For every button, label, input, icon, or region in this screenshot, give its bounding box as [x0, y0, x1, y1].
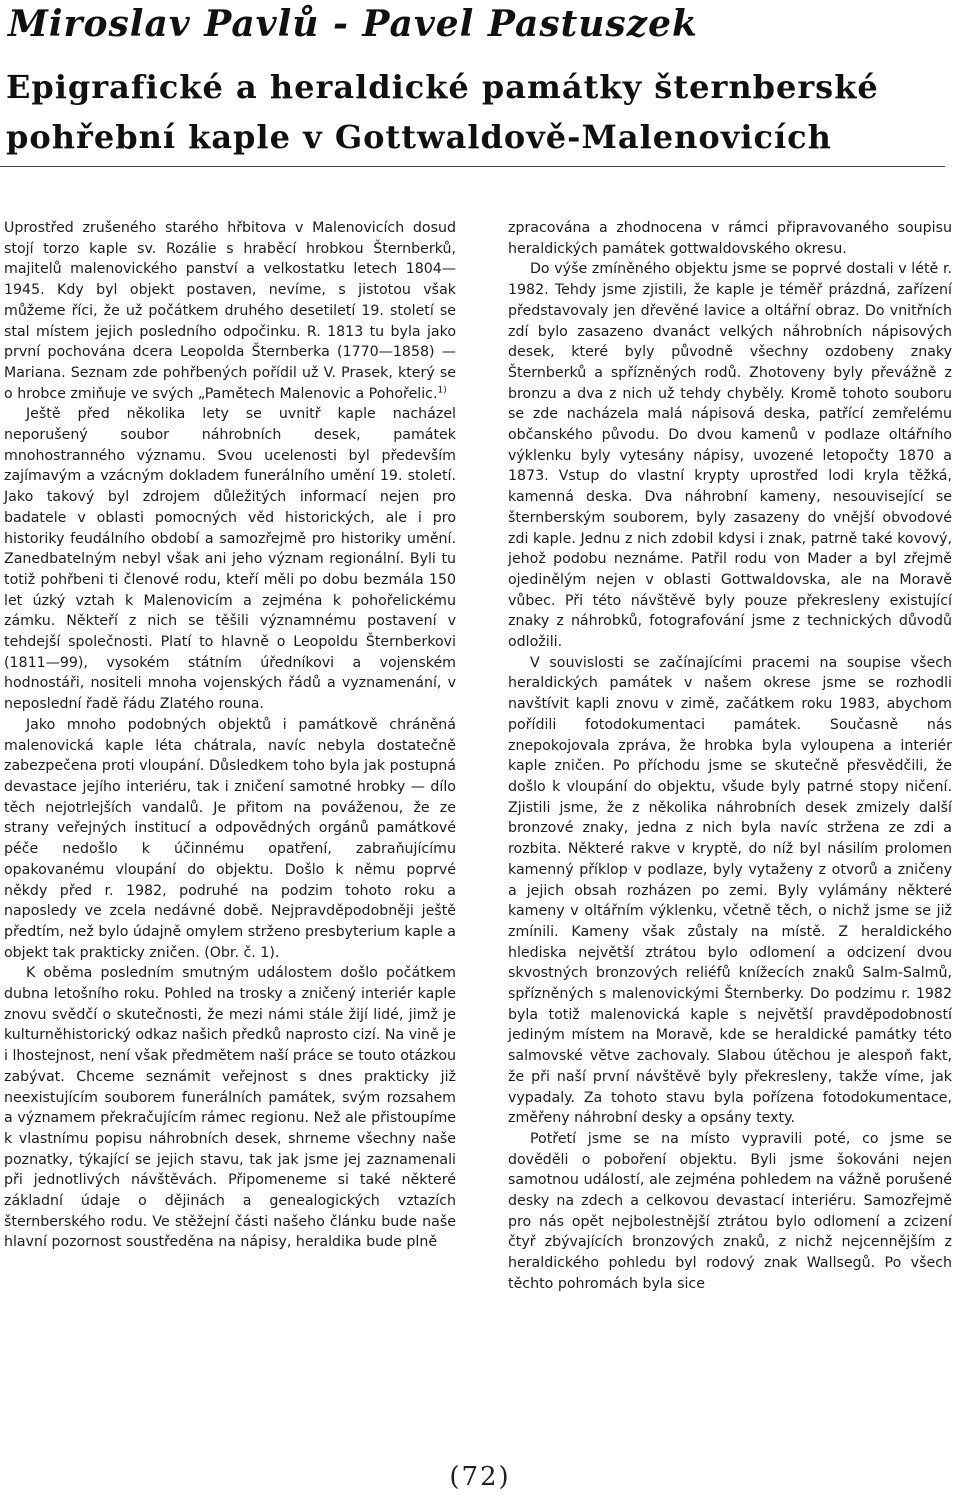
- paragraph-text: Uprostřed zrušeného starého hřbitova v Malenovicích dosud stojí torzo kaple sv. Rozálie s hraběcí hrobkou Šternberků, majitelů malenovického panství a velkostatku letech 1804—1945. Kdy byl objekt postaven, nevíme, s jistotou však můžeme říci, že už počátkem druhého desetiletí 19. století se stal místem jejich posledního odpočinku. R. 1813 tu byla jako první pochována dcera Leopolda Šternberka (1770—1858) — Mariana. Seznam zde pohřbených pořídil už V. Prasek, který se o hrobce zmiňuje ve svých „Pamětech Malenovic a Pohořelic.: [4, 220, 456, 402]
- authors-heading: Miroslav Pavlů - Pavel Pastuszek: [8, 3, 698, 45]
- article-title-line-2: pohřební kaple v Gottwaldově-Malenovicích: [6, 118, 832, 156]
- paragraph: Ještě před několika lety se uvnitř kaple nacházel neporušený soubor náhrobních desek, památek mnohostranného významu. Svou ucelenosti byl především zajímavým a vzácným dokladem funerálního umění 19. století. Jako takový byl zdrojem důležitých informací nejen pro badatele v oblasti pomocných věd historických, ale i pro historiky feudálního období a samozřejmě pro historiky umění. Zanedbatelným nebyl však ani jeho význam regionální. Byli tu totiž pohřbeni ti členové rodu, kteří měli po dobu bezmála 150 let úzký vztah k Malenovicím a zejména k pohořelickému zámku. Někteří z nich se těšili významnému postavení v tehdejší společnosti. Platí to hlavně o Leopoldu Šternberkovi (1811—99), vysokém státním úředníkovi a vojenském hodnostáři, nositeli mnoha vojenských řádů a vyznamenání, v neposlední řadě řádu Zlatého rouna.: [4, 406, 456, 713]
- paragraph: [4, 218, 456, 404]
- paragraph: V souvislosti se začínajícími pracemi na soupise všech heraldických památek v našem okrese jsme se rozhodli navštívit kapli znovu v zimě, začátkem roku 1983, abychom pořídili fotodokumentaci památek. Současně nás znepokojovala zpráva, že hrobka byla vyloupena a interiér kaple zničen. Po příchodu jsme se skutečně přesvědčili, že došlo k vloupání do objektu, všude byly patrné stopy ničení. Zjistili jsme, že z několika náhrobních desek zmizely další bronzové znaky, jedna z nich byla navíc stržena ze zdi a rozbita. Některé rakve v kryptě, do níž byl násilím prolomen kamenný příklop v podlaze, byly vytaženy z otvorů a zničeny a jejich obsah rozházen po zemi. Byly vylámány některé kameny v oltářním výklenku, včetně těch, o nichž jsme se již zmínili. Kameny však zůstaly na místě. Z heraldického hlediska největší ztrátou bylo odlomení a odcizení dvou skvostných bronzových reliéfů knížecích znaků Salm-Salmů, spřízněných s malenovickými Šternberky. Do podzimu r. 1982 byla totiž malenovická kaple s největší pravděpodobností jediným místem na Moravě, kde se heraldické památky této salmovské větve zachovaly. Slabou útěchou je alespoň fakt, že při naší první návštěvě byly překresleny, takže víme, jak vypadaly. Za tohoto stavu byla pořízena fotodokumentace, změřeny náhrobní desky a opsány texty.: [508, 654, 952, 1127]
- paragraph: Jako mnoho podobných objektů i památkově chráněná malenovická kaple léta chátrala, navíc nebyla dostatečně zabezpečena proti vloupání. Důsledkem toho byla jak postupná devastace jejího interiéru, tak i zničení samotné hrobky — dílo těch nejotrlejších vandalů. Je přitom na pováženou, že ze strany veřejných institucí a odpovědných orgánů památkové péče nedošlo k účinnému opatření, zabraňujícímu opakovanému vloupání do objektu. Došlo k němu poprvé někdy před r. 1982, podruhé na podzim tohoto roku a naposledy ve zcela nedávné době. Nejpravděpodobněji ještě předtím, než bylo údajně omylem strženo presbyterium kaple a objekt tak prakticky zničen. (Obr. č. 1).: [4, 716, 456, 961]
- article-title-line-1: Epigrafické a heraldické památky šternberské: [6, 68, 879, 106]
- paragraph: Do výše zmíněného objektu jsme se poprvé dostali v létě r. 1982. Tehdy jsme zjistili, že kaple je téměř prázdná, zařízení představovaly jen dřevěné lavice a oltářní obraz. Do vnitřních zdí bylo zasazeno dvanáct velkých náhrobních nápisových desek, které byly původně všechny ozdobeny znaky Šternberků a spřízněných rodů. Zhotoveny byly převážně z bronzu a dva z nich už tehdy chyběly. Kromě tohoto souboru se zde nacházela malá nápisová deska, patřící zemřelému občanského původu. Do dvou kamenů v podlaze oltářního výklenku byly vytesány nápisy, uvozené letopočty 1870 a 1873. Vstup do vlastní krypty uprostřed lodi kryla těžká, kamenná deska. Dva náhrobní kameny, nesouvisející se šternberským souborem, byly zasazeny do vnější obvodové zdi kaple. Jednu z nich zdobil kdysi i znak, patrně také kovový, jehož podobu neznáme. Patřil rodu von Mader a byl zřejmě ojedinělým nejen v oblasti Gottwaldovska, ale na Moravě vůbec. Při této návštěvě byly pouze překresleny existující znaky z náhrobků, fotografování jsme z technických důvodů odložili.: [508, 261, 952, 651]
- paragraph: K oběma posledním smutným událostem došlo počátkem dubna letošního roku. Pohled na trosky a zničený interiér kaple znovu svědčí o skutečnosti, že mezi námi stále žijí lidé, jimž je kulturněhistorický odkaz našich předků naprosto cizí. Na vině je i lhostejnost, není však předmětem naší práce se touto otázkou zabývat. Chceme seznámit veřejnost s dnes prakticky již neexistujícím souborem funerálních památek, svým rozsahem a významem překračujícím rámec regionu. Než ale přistoupíme k vlastnímu popisu náhrobních desek, shrneme všechny naše poznatky, týkající se jejich stavu, tak jak jsme jej zaznamenali při jednotlivých návštěvách. Připomeneme si také některé základní údaje o dějinách a genealogických vztazích šternberského rodu. Ve stěžejní části našeho článku bude naše hlavní pozornost soustředěna na nápisy, heraldika bude plně: [4, 965, 456, 1251]
- page-number: (72): [449, 1462, 511, 1492]
- paragraph: zpracována a zhodnocena v rámci připravovaného soupisu heraldických památek gottwaldovského okresu.: [508, 220, 952, 257]
- paragraph: Potřetí jsme se na místo vypravili poté, co jsme se dověděli o poboření objektu. Byli jsme šokováni nejen samotnou událostí, ale zejména pohledem na vážně porušené desky na zdech a celkovou devastací interiéru. Samozřejmě pro nás opět nejbolestnější ztrátou bylo odlomení a zcizení čtyř zbývajících bronzových znaků, z nichž nejcennějším z heraldického pohledu byl rodový znak Wallsegů. Po všech těchto pohromách byla sice: [508, 1130, 952, 1292]
- title-divider: [0, 166, 945, 167]
- left-text-column: [4, 218, 456, 1253]
- footnote-marker: 1): [437, 384, 447, 395]
- right-text-column: [508, 218, 952, 1295]
- article-title: [6, 62, 950, 162]
